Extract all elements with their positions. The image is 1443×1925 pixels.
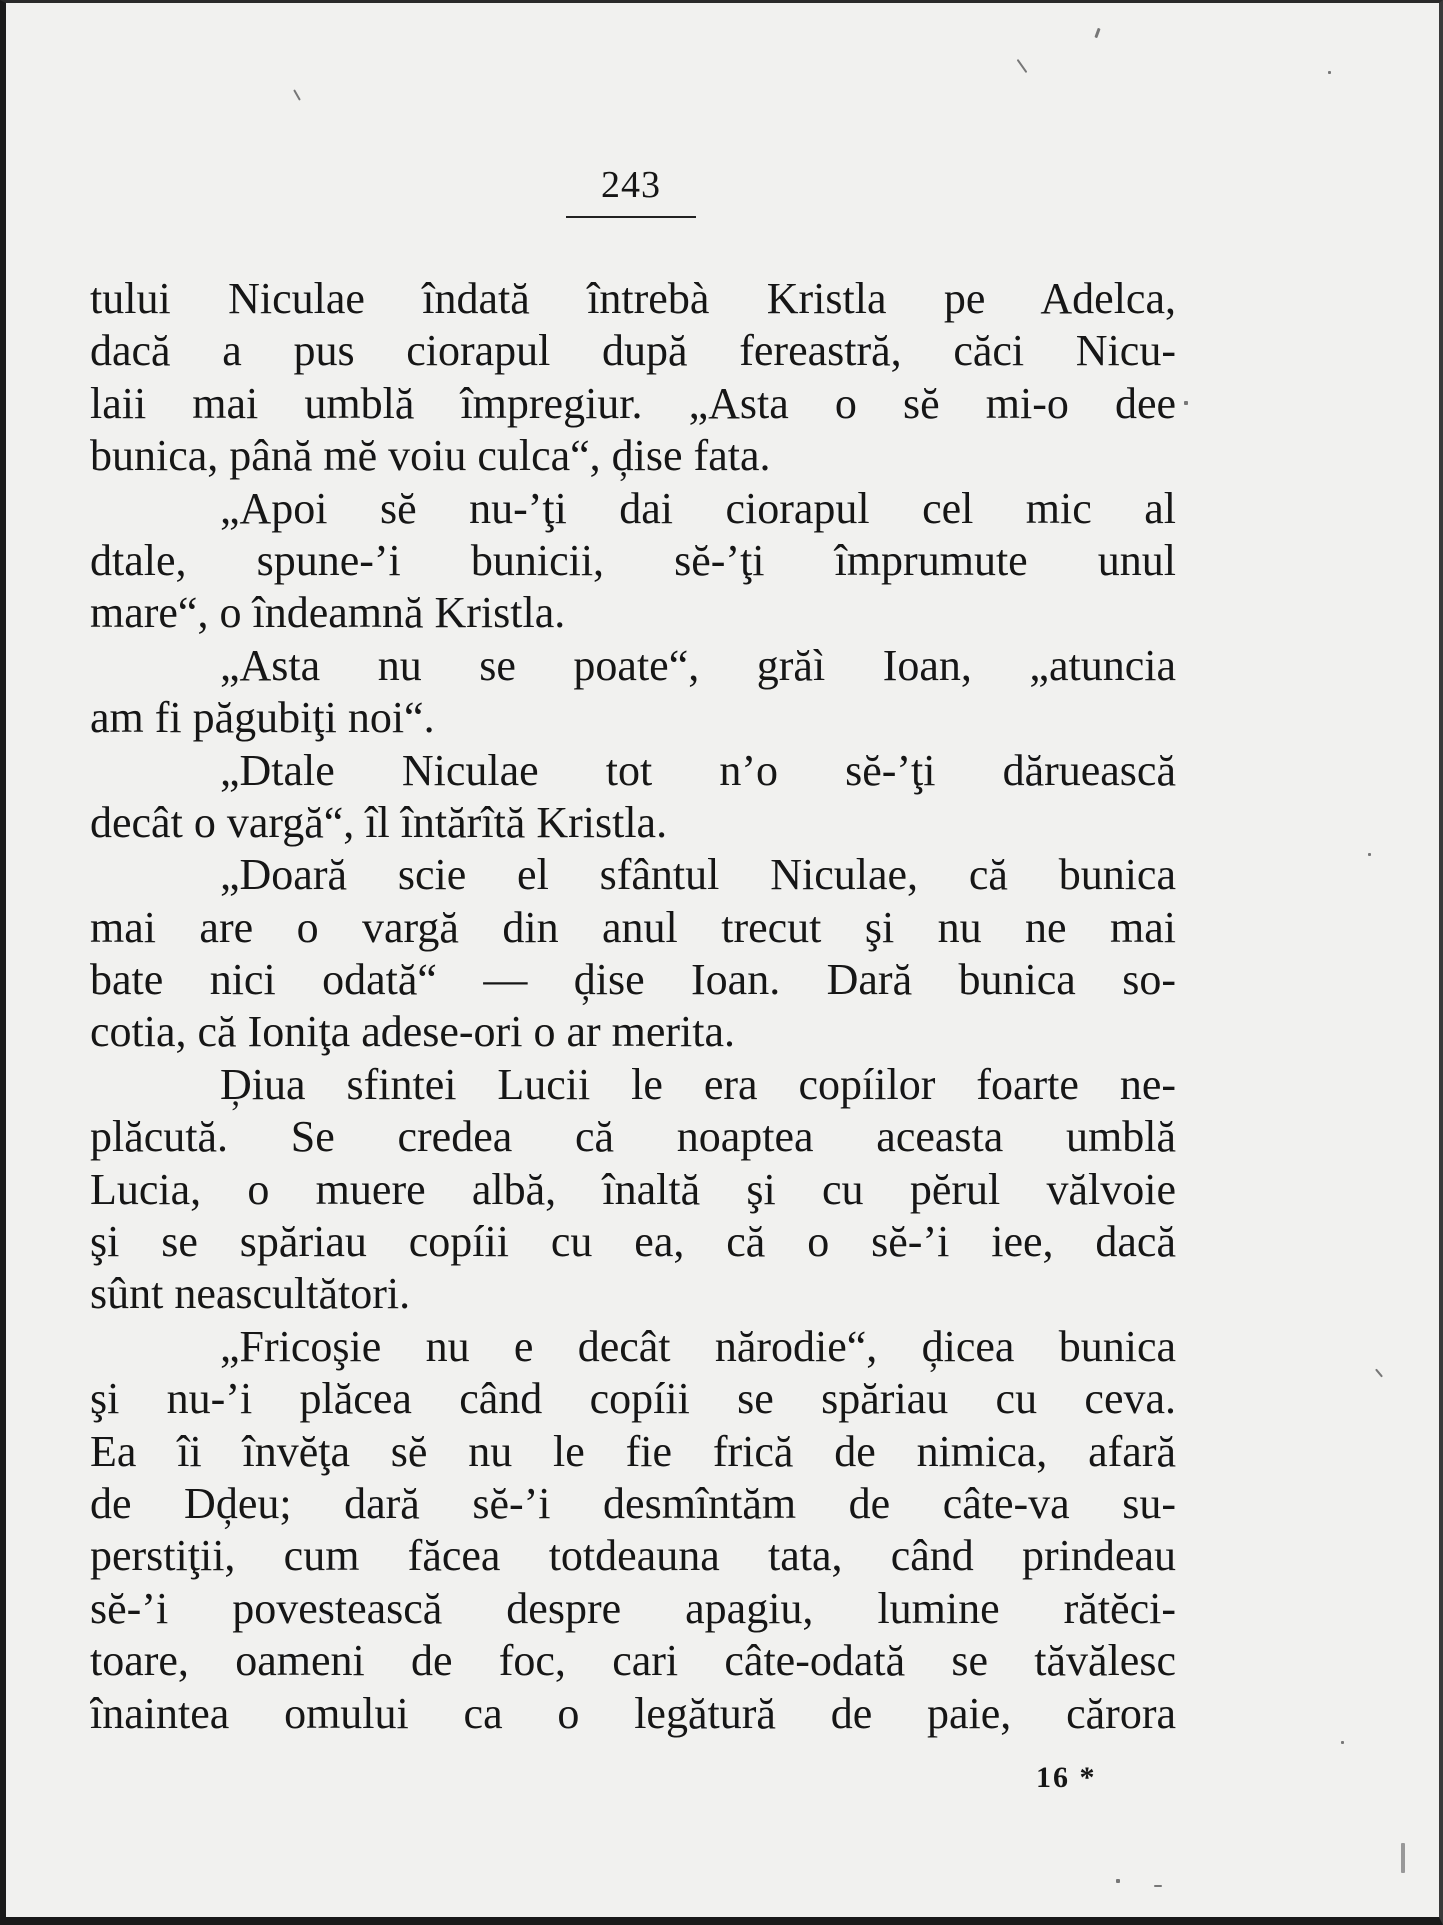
text-line: laii mai umblă împregiur. „Asta o sĕ mi-o dee [90, 378, 1176, 428]
scan-speck [1368, 853, 1371, 856]
text-line: bate nici odată“ — ḑise Ioan. Dară bunica so- [90, 955, 1176, 1005]
text-line: toare, oameni de foc, cari câte-odată se tăvălesc [90, 1636, 1176, 1686]
text-line: decât o vargă“, îl întărîtă Kristla. [90, 797, 668, 847]
scan-speck [1116, 1879, 1120, 1883]
text-line: dtale, spune-’i bunicii, sĕ-’ţi împrumute unul [90, 535, 1176, 585]
text-line: tului Niculae îndată întrebà Kristla pe Adelca, [90, 274, 1176, 323]
text-line: mare“, o îndeamnă Kristla. [90, 588, 566, 638]
scan-speck [1094, 28, 1100, 38]
text-line: „Fricoşie nu e decât nărodie“, ḑicea bunica [220, 1321, 1176, 1371]
text-line: Ea îi învĕţa sĕ nu le fie frică de nimica, afară [90, 1426, 1176, 1476]
text-line: cotia, că Ioniţa adese-ori o ar merita. [90, 1007, 736, 1057]
body-text [90, 273, 1176, 1740]
text-line: dacă a pus ciorapul după fereastră, căci Nicu- [90, 326, 1176, 376]
scan-speck [1375, 1369, 1383, 1378]
text-line: perstiţii, cum făcea totdeauna tata, când prindeau [90, 1531, 1176, 1581]
scan-speck [1328, 71, 1331, 74]
text-line: bunica, până mĕ voiu culca“, ḑise fata. [90, 431, 771, 481]
text-line: plăcută. Se credea că noaptea aceasta umblă [90, 1112, 1176, 1162]
text-line: „Asta nu se poate“, grăì Ioan, „atuncia [220, 640, 1176, 690]
text-line: mai are o vargă din anul trecut şi nu ne mai [90, 902, 1176, 952]
scan-speck [1184, 401, 1188, 405]
text-line: sĕ-’i povestească despre apagiu, lumine rătĕci- [90, 1583, 1176, 1633]
text-line: am fi păgubiţi noi“. [90, 693, 435, 743]
text-line: Ḑiua sfintei Lucii le era copíilor foarte ne- [220, 1059, 1176, 1109]
text-line: şi nu-’i plăcea când copíii se spăriau cu ceva. [90, 1374, 1176, 1424]
scan-speck [1017, 59, 1028, 73]
text-line: „Doară scie el sfântul Niculae, că bunica [220, 850, 1176, 900]
scan-speck [1341, 1741, 1344, 1744]
page-number: 243 [601, 164, 661, 206]
text-line: înaintea omului ca o legătură de paie, cărora [90, 1688, 1176, 1738]
signature-mark: 16 * [1036, 1761, 1097, 1794]
scan-speck [1154, 1885, 1162, 1887]
scan-speck [1401, 1843, 1405, 1873]
text-line: de Dḑeu; dară sĕ-’i desmîntăm de câte-va su- [90, 1478, 1176, 1528]
text-line: „Apoi sĕ nu-’ţi dai ciorapul cel mic al [220, 483, 1176, 533]
page-number-rule [566, 216, 696, 218]
text-line: sûnt neascultători. [90, 1269, 411, 1319]
text-line: Lucia, o muere albă, înaltă şi cu pĕrul vălvoie [90, 1164, 1176, 1214]
text-line: şi se spăriau copíii cu ea, că o sĕ-’i iee, dacă [90, 1217, 1176, 1267]
scan-speck [293, 89, 301, 100]
text-line: „Dtale Niculae tot n’o sĕ-’ţi dăruească [220, 745, 1176, 795]
